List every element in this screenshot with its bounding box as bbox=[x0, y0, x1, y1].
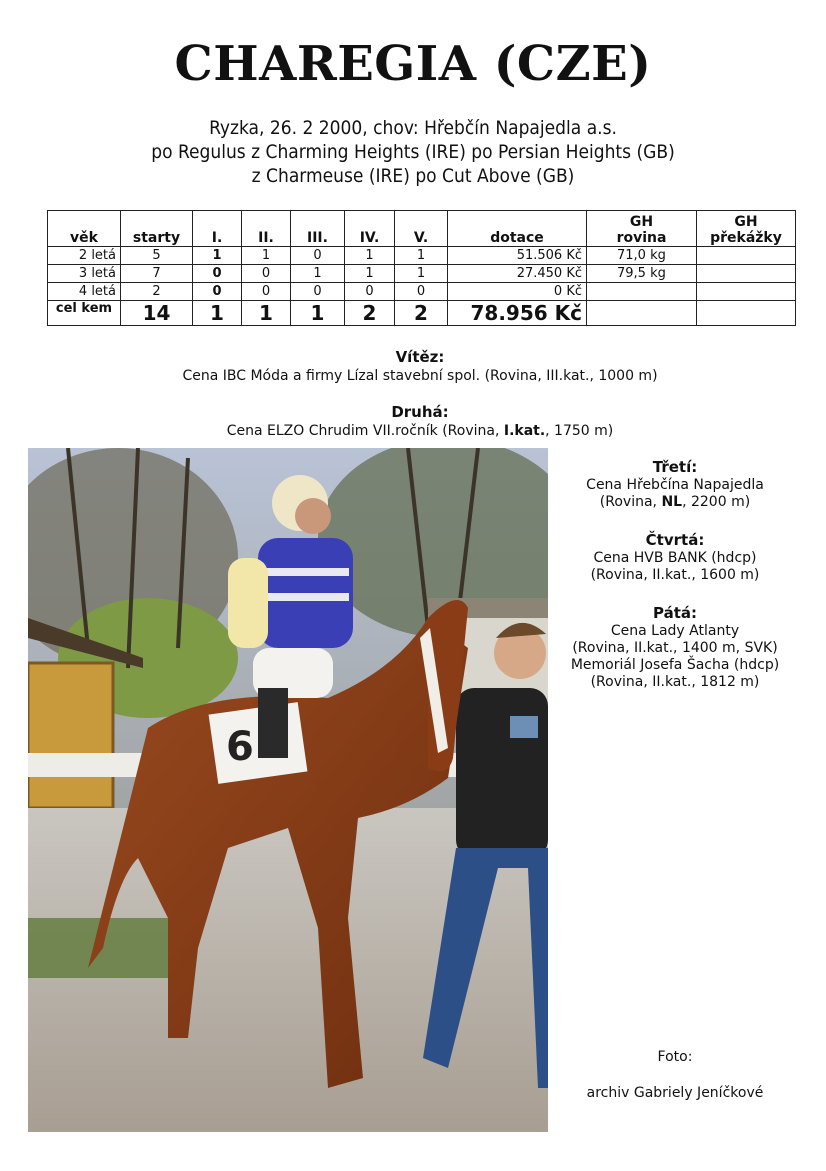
col-second: II. bbox=[242, 211, 291, 247]
saddle-number: 6 bbox=[226, 724, 254, 770]
col-prize: dotace bbox=[448, 211, 587, 247]
col-first: I. bbox=[193, 211, 242, 247]
third-heading: Třetí: bbox=[652, 458, 698, 476]
race-stats-table bbox=[47, 210, 796, 326]
fifth-heading: Pátá: bbox=[652, 604, 697, 622]
photo-credit-name: archiv Gabriely Jeníčkové bbox=[586, 1085, 764, 1101]
horse-name-title: CHAREGIA (CZE) bbox=[174, 36, 652, 92]
fifth-race-details-1: (Rovina, II.kat., 1400 m, SVK) bbox=[572, 640, 778, 656]
fourth-place-section bbox=[555, 530, 795, 584]
table-row: 3 letá 7 0 0 1 1 1 27.450 Kč 79,5 kg bbox=[48, 265, 796, 283]
fifth-race-name-1: Cena Lady Atlanty bbox=[610, 623, 740, 639]
col-gh-flat: GH rovina bbox=[587, 211, 697, 247]
winner-heading: Vítěz: bbox=[395, 348, 445, 366]
horse-details: Ryzka, 26. 2 2000, chov: Hřebčín Napajedla a.s. bbox=[209, 117, 617, 139]
col-third: III. bbox=[291, 211, 345, 247]
second-heading: Druhá: bbox=[391, 403, 449, 421]
pedigree-line: po Regulus z Charming Heights (IRE) po Persian Heights (GB) bbox=[151, 141, 675, 163]
third-race-details: (Rovina, NL, 2200 m) bbox=[599, 494, 751, 510]
col-fifth: V. bbox=[395, 211, 448, 247]
table-header-row bbox=[48, 211, 796, 247]
dam-pedigree-line: z Charmeuse (IRE) po Cut Above (GB) bbox=[251, 165, 575, 187]
col-fourth: IV. bbox=[345, 211, 395, 247]
second-race: Cena ELZO Chrudim VII.ročník (Rovina, I.kat., 1750 m) bbox=[226, 423, 614, 439]
fourth-heading: Čtvrtá: bbox=[645, 531, 705, 549]
table-row: 4 letá 2 0 0 0 0 0 0 Kč bbox=[48, 283, 796, 301]
fourth-race-name: Cena HVB BANK (hdcp) bbox=[593, 550, 757, 566]
third-place-section bbox=[555, 457, 795, 511]
col-age: věk bbox=[48, 211, 121, 247]
horse-photo bbox=[28, 448, 548, 1132]
fourth-race-details: (Rovina, II.kat., 1600 m) bbox=[590, 567, 760, 583]
col-starts: starty bbox=[121, 211, 193, 247]
fifth-race-name-2: Memoriál Josefa Šacha (hdcp) bbox=[570, 657, 780, 673]
winner-race: Cena IBC Móda a firmy Lízal stavební spol. (Rovina, III.kat., 1000 m) bbox=[182, 368, 658, 384]
winner-section bbox=[0, 348, 826, 384]
fifth-race-details-2: (Rovina, II.kat., 1812 m) bbox=[590, 674, 760, 690]
table-total-row: cel kem 14 1 1 1 2 2 78.956 Kč bbox=[48, 301, 796, 326]
fifth-place-section bbox=[555, 603, 795, 691]
table-row: 2 letá 5 1 1 0 1 1 51.506 Kč 71,0 kg bbox=[48, 247, 796, 265]
photo-credit-label: Foto: bbox=[657, 1049, 693, 1065]
second-place-section bbox=[0, 403, 826, 439]
col-gh-hurdle: GH překážky bbox=[697, 211, 796, 247]
third-race-name: Cena Hřebčína Napajedla bbox=[586, 477, 764, 493]
